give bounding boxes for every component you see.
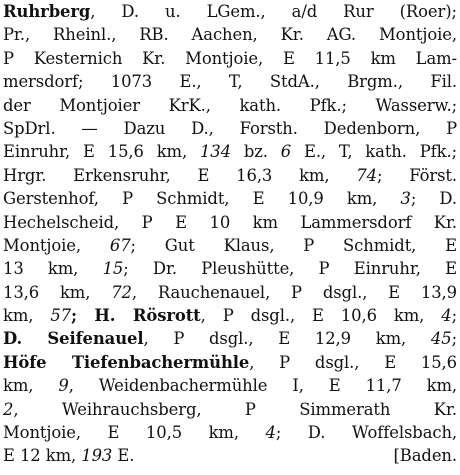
- entry-line: [3, 23, 457, 46]
- entry-line: [3, 421, 457, 444]
- italic-number: 74: [356, 165, 377, 185]
- text-run: E.: [112, 446, 135, 466]
- text-run: ; D.: [410, 189, 457, 209]
- text-run: ;: [451, 329, 457, 349]
- gazetteer-entry-ruhrberg: [3, 0, 457, 468]
- italic-number: 2: [3, 399, 14, 419]
- text-run: ; Gut Klaus, P Schmidt, E: [130, 235, 457, 255]
- italic-number: 9: [58, 376, 69, 396]
- entry-line: [3, 70, 457, 93]
- text-run: 13,6 km,: [3, 282, 112, 302]
- entry-line: [3, 211, 457, 234]
- entry-line: [3, 140, 457, 163]
- text-run: E 12 km,: [3, 446, 82, 466]
- entry-line: [3, 398, 457, 421]
- entry-line: [3, 47, 457, 70]
- text-run: , D. u. LGem., a/d Rur (Roer);: [90, 2, 457, 21]
- text-run: , Weidenbachermühle I, E 11,7 km,: [68, 376, 457, 396]
- text-run: Einruhr, E 15,6 km,: [3, 142, 200, 162]
- text-run: , P dsgl., E 12,9 km,: [143, 329, 431, 349]
- text-run: ; Först.: [376, 165, 457, 185]
- entry-line: [3, 327, 457, 350]
- entry-line: [3, 281, 457, 304]
- entry-line: [3, 94, 457, 117]
- text-run: der Montjoier KrK., kath. Pfk.; Wasserw.;: [3, 95, 457, 115]
- italic-number: 4: [441, 306, 452, 326]
- italic-number: 134: [199, 142, 231, 162]
- entry-line: [3, 164, 457, 187]
- italic-number: 15: [102, 259, 124, 279]
- entry-line: [3, 0, 457, 23]
- bold-place-name: Ruhrberg: [3, 2, 91, 21]
- text-run: , P dsgl., E 10,6 km,: [200, 306, 442, 326]
- entry-line-last: [3, 444, 457, 467]
- text-run: ;: [451, 306, 457, 326]
- text-run: Hrgr. Erkensruhr, E 16,3 km,: [3, 165, 357, 185]
- text-run: km,: [3, 376, 59, 396]
- italic-number: 45: [430, 329, 452, 349]
- text-run: mersdorf; 1073 E., T, StdA., Brgm., Fil.: [3, 72, 457, 92]
- italic-number: 3: [400, 189, 411, 209]
- text-run: Hechelscheid, P E 10 km Lammersdorf Kr.: [3, 212, 457, 232]
- text-run: Montjoie,: [3, 235, 110, 255]
- bold-place-name: ; H. Rösrott: [71, 306, 201, 326]
- text-run: SpDrl. — Dazu D., Forsth. Dedenborn, P: [3, 118, 457, 138]
- text-run: km,: [3, 306, 51, 326]
- entry-line: [3, 117, 457, 140]
- text-run: , P dsgl., E 15,6: [249, 352, 457, 372]
- text-run: Montjoie, E 10,5 km,: [3, 423, 266, 443]
- text-run: , Rauchenauel, P dsgl., E 13,9: [131, 282, 457, 302]
- italic-number: 193: [81, 446, 113, 466]
- text-run: bz.: [230, 142, 281, 162]
- next-entry-continuation: [Baden.: [393, 446, 457, 466]
- text-run: ; Dr. Pleushütte, P Einruhr, E: [123, 259, 457, 279]
- entry-line: [3, 234, 457, 257]
- text-run: Pr., Rheinl., RB. Aachen, Kr. AG. Montjoie,: [3, 25, 457, 45]
- text-run: ; D. Woffelsbach,: [275, 423, 457, 443]
- entry-line: [3, 351, 457, 374]
- text-run: E., T, kath. Pfk.;: [291, 142, 457, 162]
- italic-number: 6: [280, 142, 292, 162]
- entry-line: [3, 257, 457, 280]
- italic-number: 57: [50, 306, 72, 326]
- text-run: P Kesternich Kr. Montjoie, E 11,5 km Lam-: [3, 48, 457, 68]
- bold-place-name: Höfe Tiefenbachermühle: [3, 352, 250, 372]
- text-run: 13 km,: [3, 259, 103, 279]
- text-run: Gerstenhof, P Schmidt, E 10,9 km,: [3, 189, 401, 209]
- italic-number: 72: [111, 282, 132, 302]
- italic-number: 4: [265, 423, 276, 443]
- bold-place-name: D. Seifenauel: [3, 329, 144, 349]
- entry-line: [3, 304, 457, 327]
- italic-number: 67: [109, 235, 131, 255]
- entry-line: [3, 187, 457, 210]
- entry-line: [3, 374, 457, 397]
- text-run: , Weihrauchsberg, P Simmerath Kr.: [13, 399, 457, 419]
